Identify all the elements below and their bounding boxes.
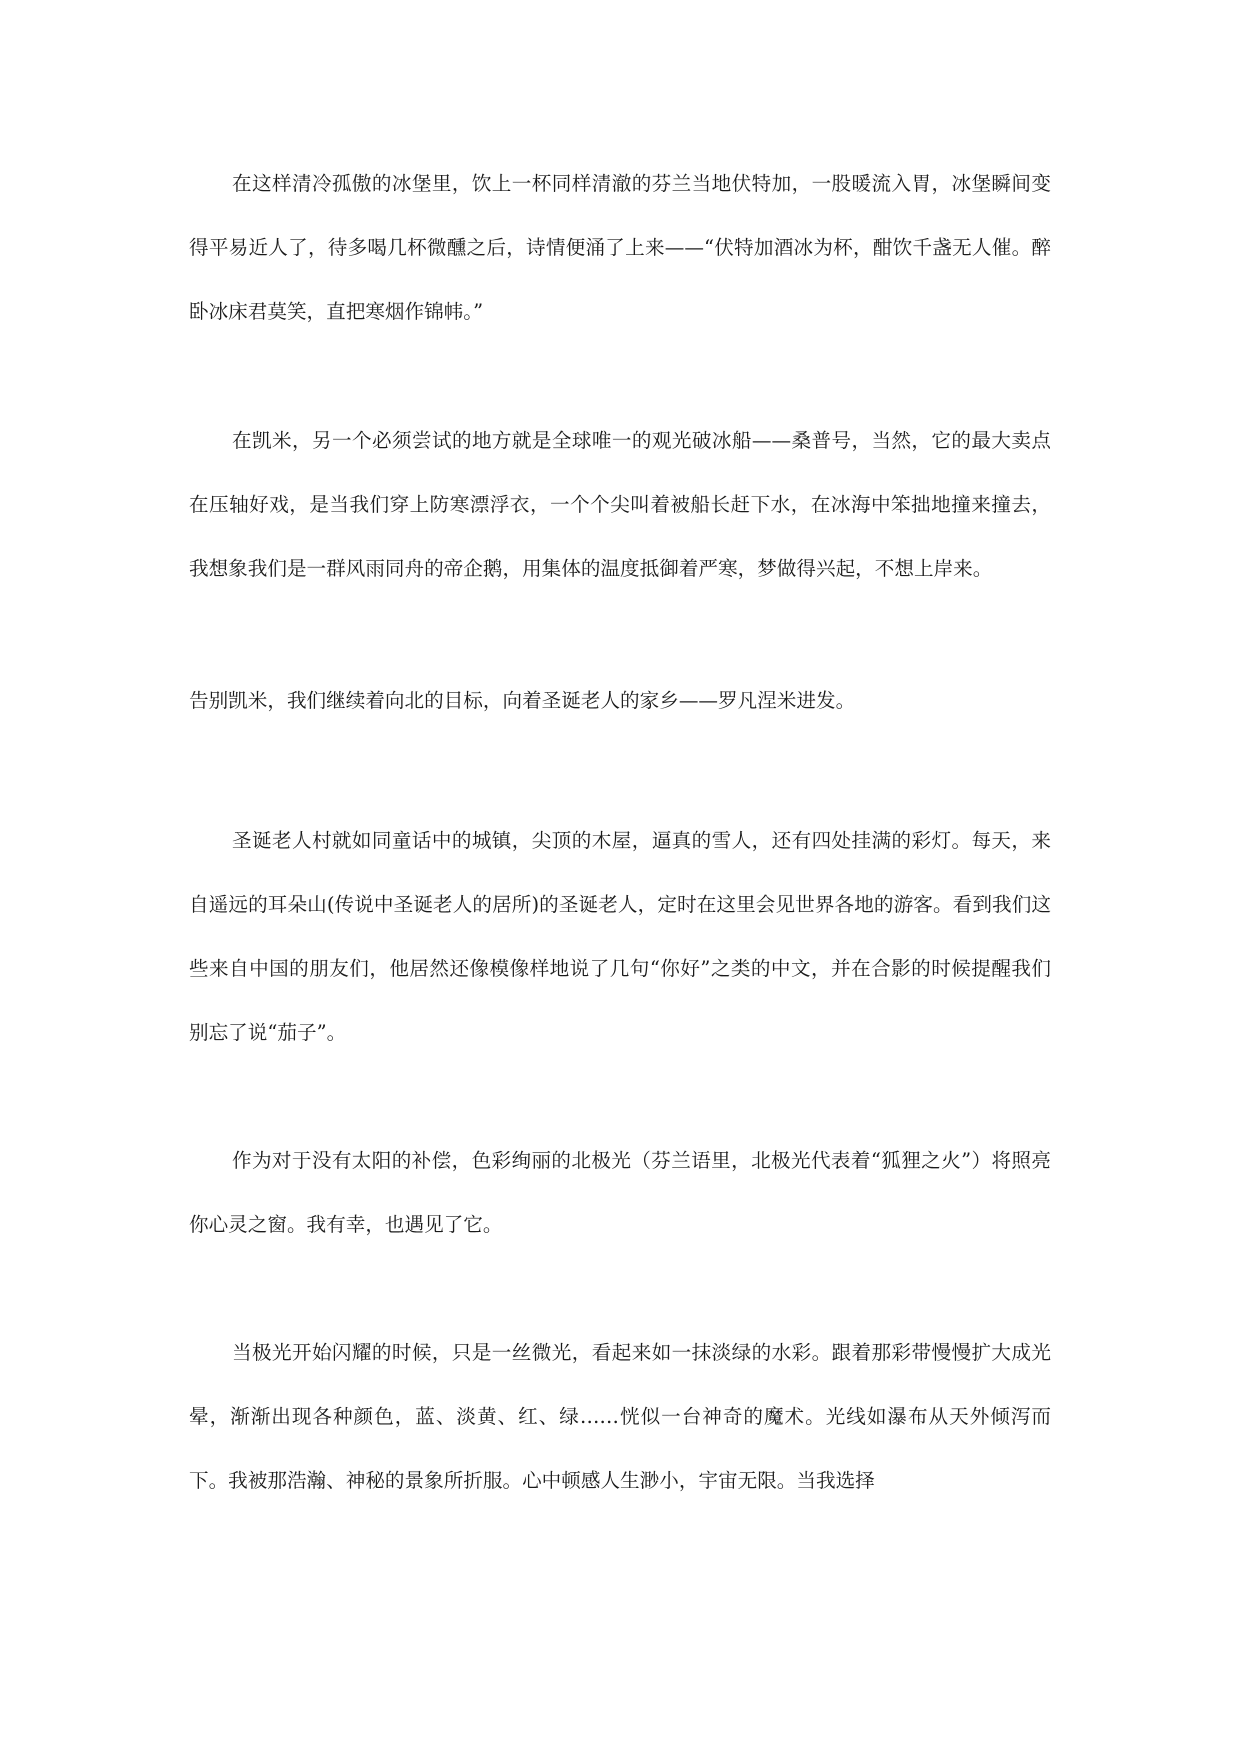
paragraph-aurora-description: 当极光开始闪耀的时候，只是一丝微光，看起来如一抹淡绿的水彩。跟着那彩带慢慢扩大成光晕，渐渐出现各种颜色，蓝、淡黄、红、绿……恍似一台神奇的魔术。光线如瀑布从天外倾泻而下。我被那浩瀚、神秘的景象所折服。心中顿感人生渺小，宇宙无限。当我选择 — [189, 1341, 1051, 1492]
paragraph-ice-castle-vodka: 在这样清冷孤傲的冰堡里，饮上一杯同样清澈的芬兰当地伏特加，一股暖流入胃，冰堡瞬间变得平易近人了，待多喝几杯微醺之后，诗情便涌了上来——“伏特加酒冰为杯，酣饮千盏无人催。醉卧冰床君莫笑，直把寒烟作锦帏。” — [189, 172, 1051, 323]
paragraph-icebreaker-sampo: 在凯米，另一个必须尝试的地方就是全球唯一的观光破冰船——桑普号，当然，它的最大卖点在压轴好戏，是当我们穿上防寒漂浮衣，一个个尖叫着被船长赶下水，在冰海中笨拙地撞来撞去，我想象我们是一群风雨同舟的帝企鹅，用集体的温度抵御着严寒，梦做得兴起，不想上岸来。 — [189, 429, 1051, 580]
paragraph-farewell-kemi: 告别凯米，我们继续着向北的目标，向着圣诞老人的家乡——罗凡涅米进发。 — [189, 689, 856, 712]
paragraph-aurora-intro: 作为对于没有太阳的补偿，色彩绚丽的北极光（芬兰语里，北极光代表着“狐狸之火”）将照亮你心灵之窗。我有幸，也遇见了它。 — [189, 1149, 1051, 1236]
paragraph-santa-village: 圣诞老人村就如同童话中的城镇，尖顶的木屋，逼真的雪人，还有四处挂满的彩灯。每天，来自遥远的耳朵山(传说中圣诞老人的居所)的圣诞老人，定时在这里会见世界各地的游客。看到我们这些来自中国的朋友们，他居然还像模像样地说了几句“你好”之类的中文，并在合影的时候提醒我们别忘了说“茄子”。 — [189, 829, 1051, 1044]
